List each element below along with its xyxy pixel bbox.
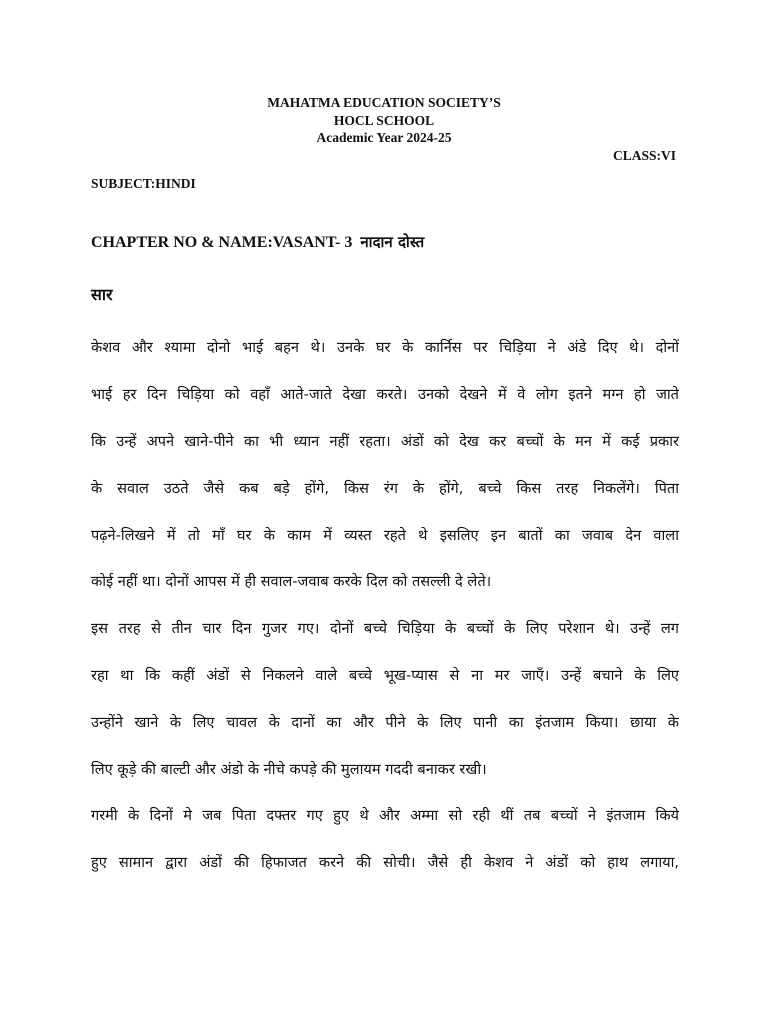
subject-label: SUBJECT:HINDI: [91, 176, 196, 191]
text-line: गरमी के दिनों मे जब पिता दफ्तर गए हुए थे और अम्मा सो रही थीं तब बच्चों ने इंतजाम किये: [91, 807, 679, 824]
class-label: CLASS:VI: [612, 148, 676, 163]
chapter-prefix: CHAPTER NO & NAME:VASANT- 3: [91, 234, 353, 251]
chapter-heading: [91, 232, 424, 252]
text-line: लिए कूड़े की बाल्टी और अंडो के नीचे कपड़े की मुलायम गददी बनाकर रखी।: [91, 761, 487, 778]
text-line: उन्होंने खाने के लिए चावल के दानों का और पीने के लिए पानी का इंतजाम किया। छाया के: [91, 714, 679, 731]
text-line: कि उन्हें अपने खाने-पीने का भी ध्यान नहीं रहता। अंडों को देख कर बच्चों के मन में कई प्रकार: [91, 433, 679, 450]
text-line: हुए सामान द्वारा अंडों की हिफाजत करने की सोची। जैसे ही केशव ने अंडों को हाथ लगाया,: [91, 854, 679, 871]
society-name: MAHATMA EDUCATION SOCIETY’S: [267, 95, 501, 110]
chapter-title: नादान दोस्त: [360, 233, 425, 251]
academic-year: Academic Year 2024-25: [316, 130, 452, 145]
text-line: के सवाल उठते जैसे कब बड़े होंगे, किस रंग के होंगे, बच्चे किस तरह निकलेंगे। पिता: [91, 480, 679, 497]
text-line: रहा था कि कहीं अंडों से निकलने वाले बच्चे भूख-प्यास से ना मर जाएँ। उन्हें बचाने के लिए: [91, 667, 679, 684]
text-line: भाई हर दिन चिड़िया को वहाँ आते-जाते देखा करते। उनको देखने में वे लोग इतने मग्न हो जाते: [91, 386, 679, 403]
text-line: केशव और श्यामा दोनो भाई बहन थे। उनके घर के कार्निस पर चिड़िया ने अंडे दिए थे। दोनों: [91, 339, 679, 356]
text-line: पढ़ने-लिखने में तो माँ घर के काम में व्यस्त रहते थे इसलिए इन बातों का जवाब देन वाला: [91, 527, 679, 544]
school-name: HOCL SCHOOL: [333, 113, 435, 128]
text-line: इस तरह से तीन चार दिन गुजर गए। दोनों बच्चे चिड़िया के बच्चों के लिए परेशान थे। उन्हें लग: [91, 620, 679, 637]
text-line: कोई नहीं था। दोनों आपस में ही सवाल-जवाब करके दिल को तसल्ली दे लेते।: [91, 573, 492, 590]
section-heading: सार: [91, 285, 113, 304]
